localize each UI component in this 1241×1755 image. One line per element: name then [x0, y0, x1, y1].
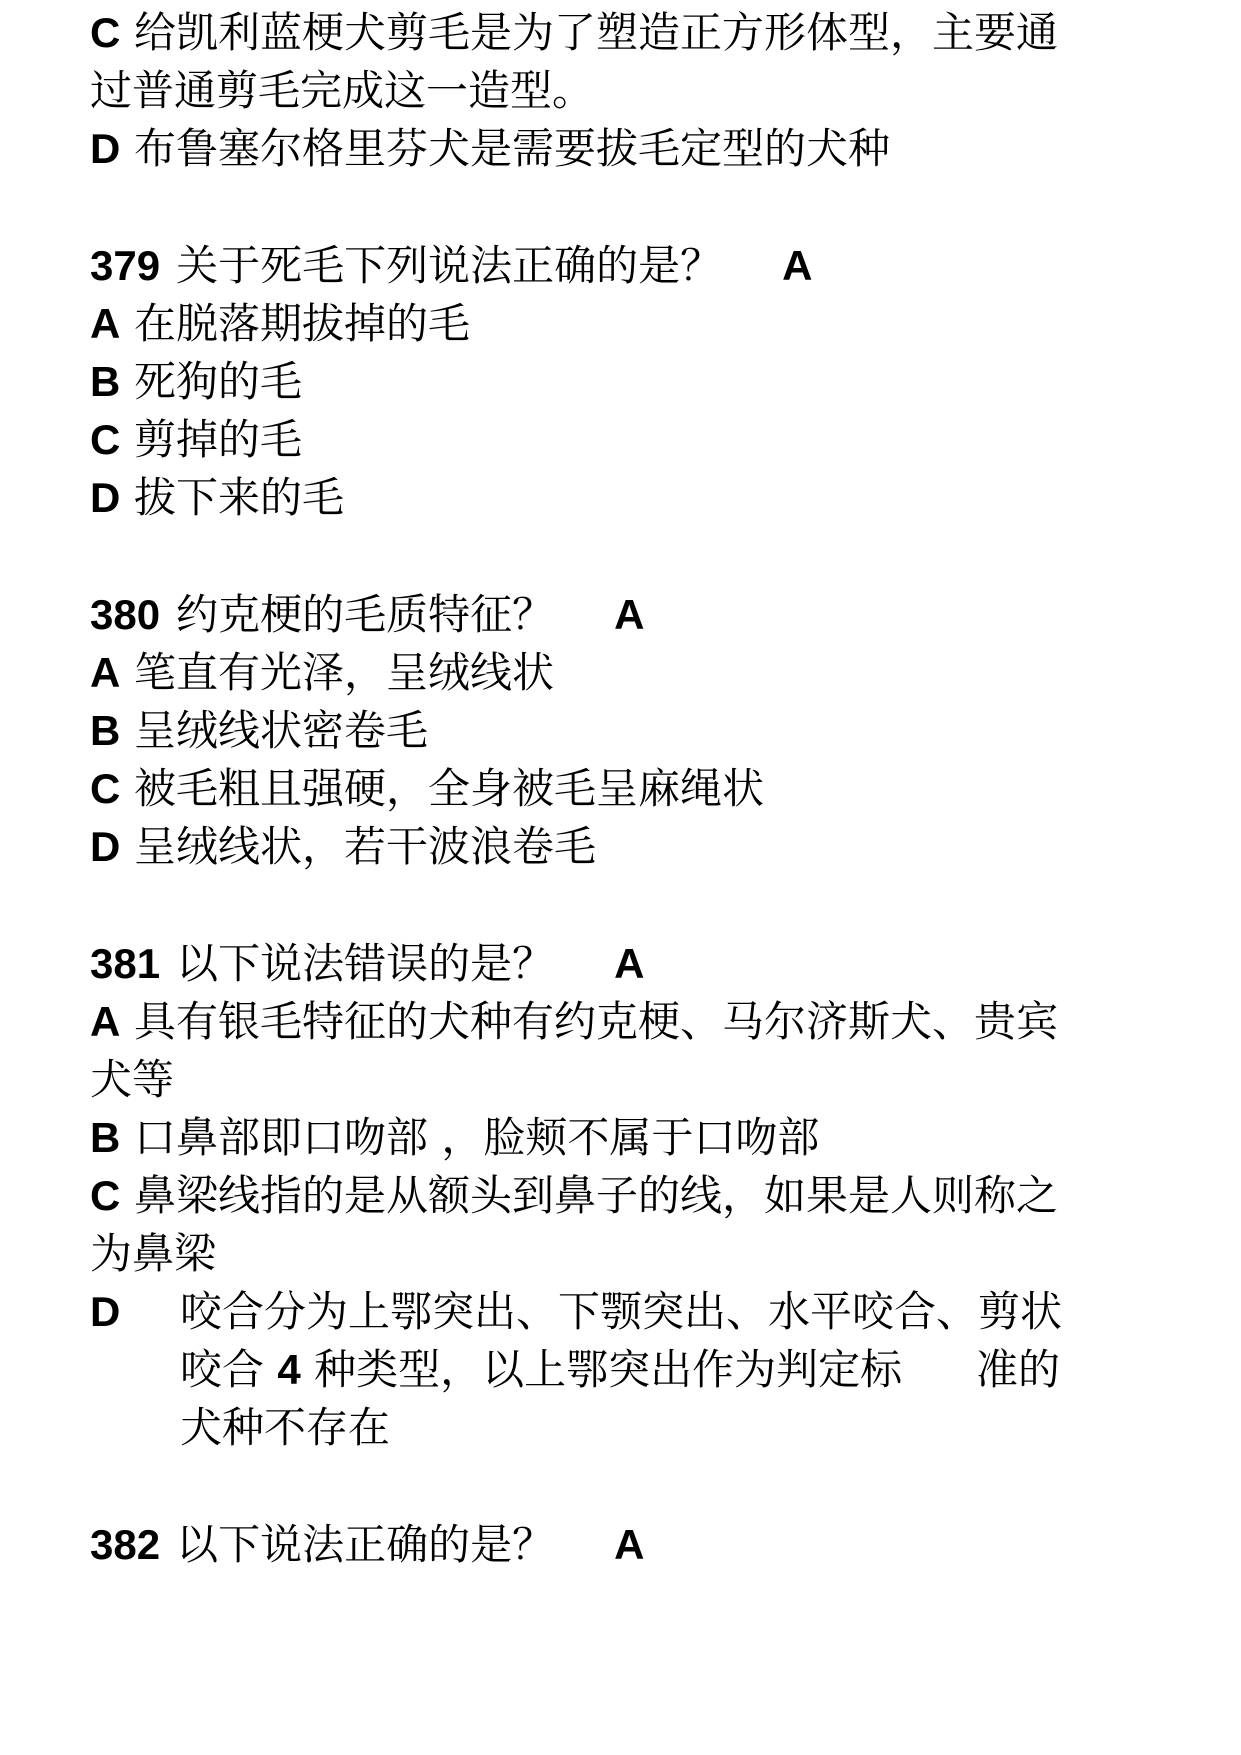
answer-key: A: [614, 1521, 645, 1568]
option-c-line2: [90, 58, 594, 124]
question-text: 以下说法错误的是？: [176, 939, 555, 988]
option-text: 口鼻部即口吻部 ，脸颊不属于口吻部: [134, 1113, 820, 1162]
option-a-line2: [90, 1047, 174, 1113]
option-text: 咬合分为上鄂突出、下颚突出、水平咬合、剪状: [180, 1287, 1063, 1336]
option-a: [90, 640, 554, 706]
option-letter: C: [90, 1172, 121, 1219]
option-letter: A: [90, 998, 121, 1045]
option-letter: B: [90, 707, 121, 754]
option-letter: C: [90, 9, 121, 56]
option-text: 犬种不存在: [180, 1403, 391, 1452]
option-letter: C: [90, 416, 121, 463]
option-text: 鼻梁线指的是从额头到鼻子的线，如果是人则称之: [134, 1171, 1059, 1220]
option-letter: C: [90, 765, 121, 812]
question-number: 381: [90, 940, 161, 987]
option-d-line1: [180, 1279, 1062, 1345]
answer-key: A: [614, 940, 645, 987]
question-text: 以下说法正确的是？: [176, 1520, 555, 1569]
option-text-segment: [180, 1337, 902, 1403]
question-number: 379: [90, 242, 161, 289]
question-381-stem: [90, 931, 644, 997]
option-d: [90, 465, 344, 531]
option-letter: D: [90, 1288, 121, 1335]
option-c: [90, 407, 302, 473]
question-number: 380: [90, 591, 161, 638]
answer-key: A: [782, 242, 813, 289]
option-letter: A: [90, 649, 121, 696]
option-b: [90, 1105, 819, 1171]
option-letter: D: [90, 474, 121, 521]
option-letter: D: [90, 125, 121, 172]
option-text: 拔下来的毛: [134, 473, 345, 522]
option-text: 剪掉的毛: [134, 415, 303, 464]
option-letter: D: [90, 823, 121, 870]
option-c-line1: [90, 0, 1058, 66]
option-d-line2: [180, 1337, 1060, 1403]
option-text: 死狗的毛: [134, 357, 303, 406]
option-text: 被毛粗且强硬，全身被毛呈麻绳状: [134, 764, 765, 813]
option-text: 具有银毛特征的犬种有约克梗、马尔济斯犬、贵宾: [134, 997, 1059, 1046]
option-letter: A: [90, 300, 121, 347]
option-c-line2: [90, 1221, 216, 1287]
option-text: 准的: [975, 1345, 1060, 1394]
option-text: 给凯利蓝梗犬剪毛是为了塑造正方形体型，主要通: [134, 8, 1059, 57]
option-text: 在脱落期拔掉的毛: [134, 299, 471, 348]
option-text: 犬等: [90, 1055, 175, 1104]
option-d-letter-line: [90, 1279, 134, 1345]
option-c: [90, 756, 764, 822]
option-c-line1: [90, 1163, 1058, 1229]
option-text: 为鼻梁: [90, 1229, 217, 1278]
option-letter: B: [90, 358, 121, 405]
option-d: [90, 116, 890, 182]
option-text: 呈绒线状，若干波浪卷毛: [134, 822, 597, 871]
question-text: 约克梗的毛质特征？: [176, 590, 555, 639]
option-b: [90, 698, 428, 764]
option-text: 咬合: [180, 1345, 265, 1394]
option-text: 过普通剪毛完成这一造型。: [90, 66, 595, 115]
option-a-line1: [90, 989, 1058, 1055]
option-text: 笔直有光泽，呈绒线状: [134, 648, 555, 697]
question-text: 关于死毛下列说法正确的是？: [176, 241, 723, 290]
question-380-stem: [90, 582, 644, 648]
question-number: 382: [90, 1521, 161, 1568]
option-text: 呈绒线状密卷毛: [134, 706, 429, 755]
question-379-stem: [90, 233, 812, 299]
option-text: 布鲁塞尔格里芬犬是需要拔毛定型的犬种: [134, 124, 891, 173]
question-382-stem: [90, 1512, 644, 1578]
option-text: 种类型，以上鄂突出作为判定标: [314, 1345, 903, 1394]
option-d-line3: [180, 1395, 390, 1461]
option-d: [90, 814, 596, 880]
answer-key: A: [614, 591, 645, 638]
option-letter: B: [90, 1114, 121, 1161]
option-b: [90, 349, 302, 415]
option-number: 4: [277, 1346, 301, 1393]
option-a: [90, 291, 470, 357]
